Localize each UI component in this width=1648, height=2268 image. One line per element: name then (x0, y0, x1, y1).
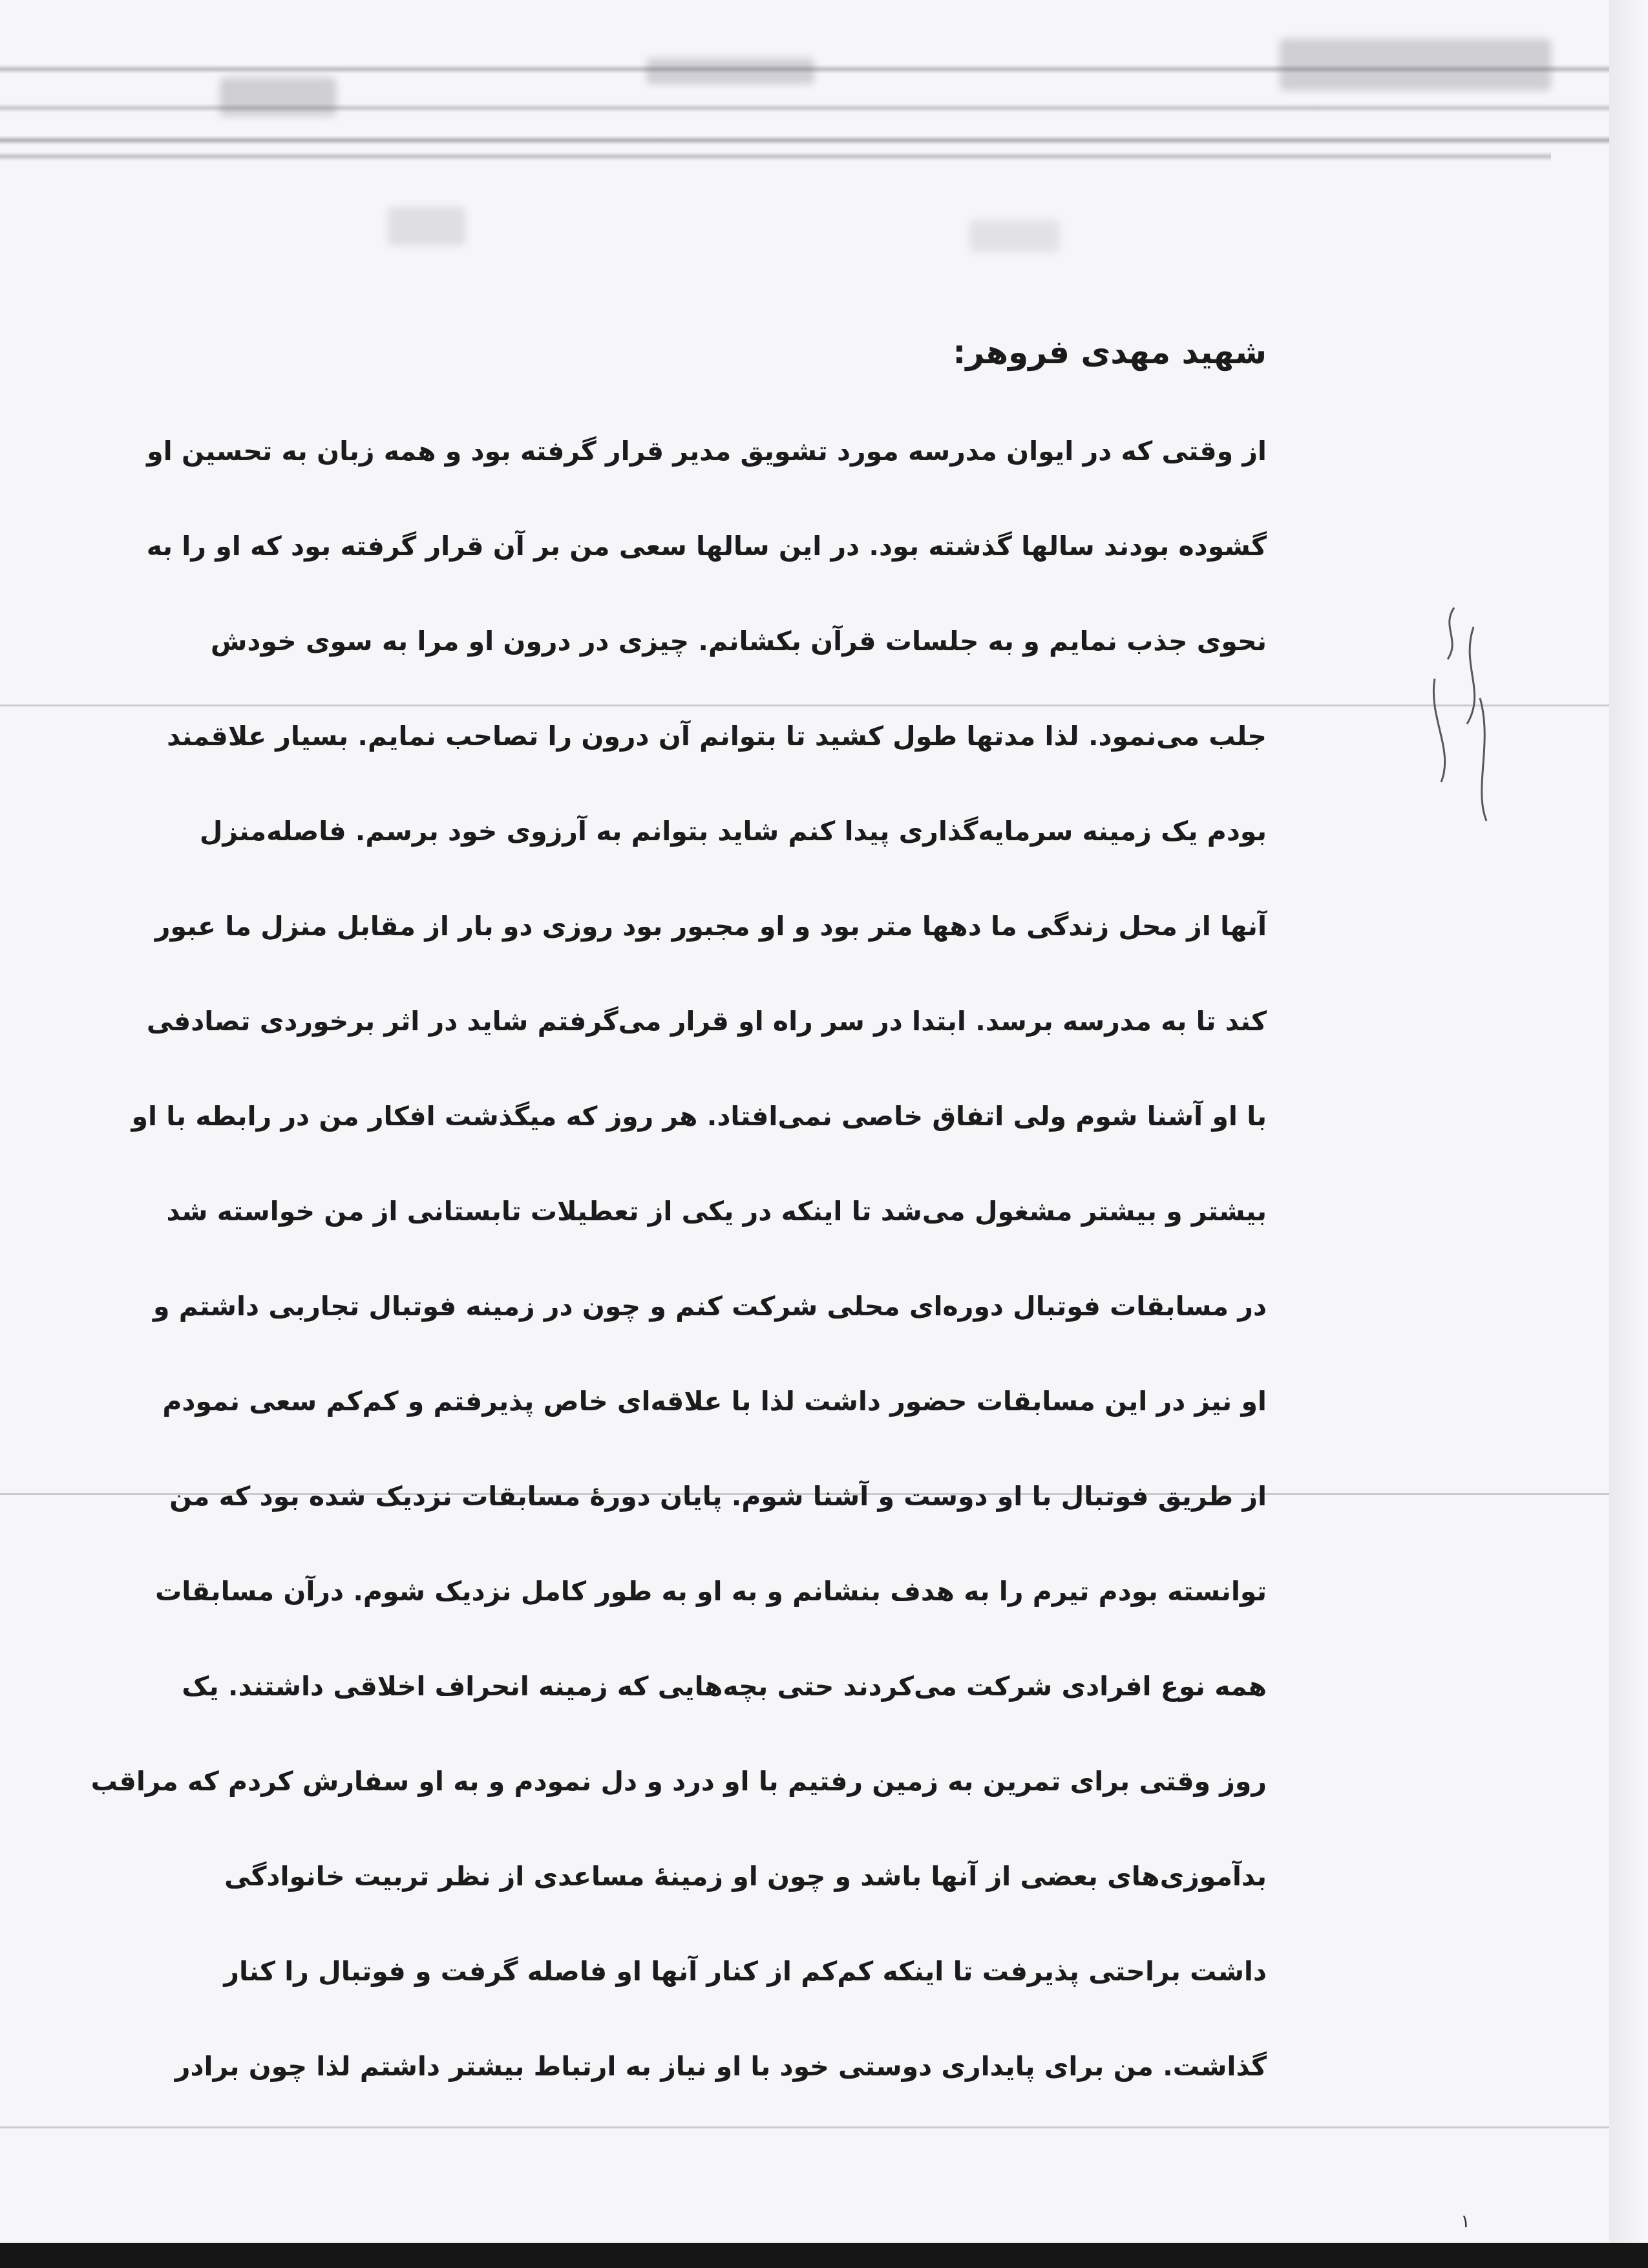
body-line: از طریق فوتبال با او دوست و آشنا شوم. پایان دورهٔ مسابقات نزدیک شده بود که من (169, 1481, 1267, 1512)
body-line: آنها از محل زندگی ما دهها متر بود و او مجبور بود روزی دو بار از مقابل منزل ما عبور (154, 911, 1267, 942)
body-line: در مسابقات فوتبال دوره‌ای محلی شرکت کنم و چون در زمینه فوتبال تجاربی داشتم و (153, 1291, 1267, 1322)
handwritten-margin-mark (1415, 601, 1506, 834)
body-line: بدآموزی‌های بعضی از آنها باشد و چون او زمینهٔ مساعدی از نظر تربیت خانوادگی (224, 1861, 1267, 1892)
body-line: او نیز در این مسابقات حضور داشت لذا با علاقه‌ای خاص پذیرفتم و کم‌کم سعی نمودم (162, 1386, 1267, 1417)
body-line: با او آشنا شوم ولی اتفاق خاصی نمی‌افتاد. هر روز که میگذشت افکار من در رابطه با او (131, 1101, 1267, 1132)
body-line: گذاشت. من برای پایداری دوستی خود با او نیاز به ارتباط بیشتر داشتم لذا چون برادر (174, 2051, 1267, 2082)
scan-artifact-band (0, 136, 1609, 145)
body-line: داشت براحتی پذیرفت تا اینکه کم‌کم از کنار آنها او فاصله گرفت و فوتبال را کنار (224, 1956, 1267, 1987)
document-body (90, 326, 1267, 2114)
scanner-bottom-border (0, 2243, 1648, 2268)
body-line: جلب می‌نمود. لذا مدتها طول کشید تا بتوانم آن درون را تصاحب نمایم. بسیار علاقمند (167, 721, 1267, 752)
body-line: همه نوع افرادی شرکت می‌کردند حتی بچه‌هایی که زمینه انحراف اخلاقی داشتند. یک (182, 1671, 1267, 1702)
body-line: بیشتر و بیشتر مشغول می‌شد تا اینکه در یکی از تعطیلات تابستانی از من خواسته شد (166, 1196, 1267, 1227)
scan-smudge (646, 58, 814, 84)
scan-line (0, 2126, 1609, 2128)
body-line: از وقتی که در ایوان مدرسه مورد تشویق مدیر قرار گرفته بود و همه زبان به تحسین او (147, 436, 1267, 467)
scan-artifact-band (0, 152, 1551, 161)
body-line: نحوی جذب نمایم و به جلسات قرآن بکشانم. چیزی در درون او مرا به سوی خودش (210, 626, 1267, 657)
scan-smudge (1280, 39, 1551, 90)
body-line: روز وقتی برای تمرین به زمین رفتیم با او درد و دل نمودم و به او سفارش کردم که مراقب (90, 1766, 1267, 1797)
document-title: شهید مهدی فروهر: (953, 334, 1267, 371)
scan-smudge (220, 78, 336, 116)
page-edge (1609, 0, 1648, 2243)
scan-smudge (388, 207, 465, 246)
body-line: بودم یک زمینه سرمایه‌گذاری پیدا کنم شاید بتوانم به آرزوی خود برسم. فاصله‌منزل (199, 816, 1267, 847)
body-line: توانسته بودم تیرم را به هدف بنشانم و به او به طور کامل نزدیک شوم. درآن مسابقات (155, 1576, 1267, 1607)
scan-smudge (969, 220, 1060, 252)
page-number: ۱ (1461, 2210, 1471, 2232)
body-line: کند تا به مدرسه برسد. ابتدا در سر راه او قرار می‌گرفتم شاید در اثر برخوردی تصادفی (146, 1006, 1267, 1037)
body-line: گشوده بودند سالها گذشته بود. در این سالها سعی من بر آن قرار گرفته بود که او را به (146, 531, 1267, 562)
